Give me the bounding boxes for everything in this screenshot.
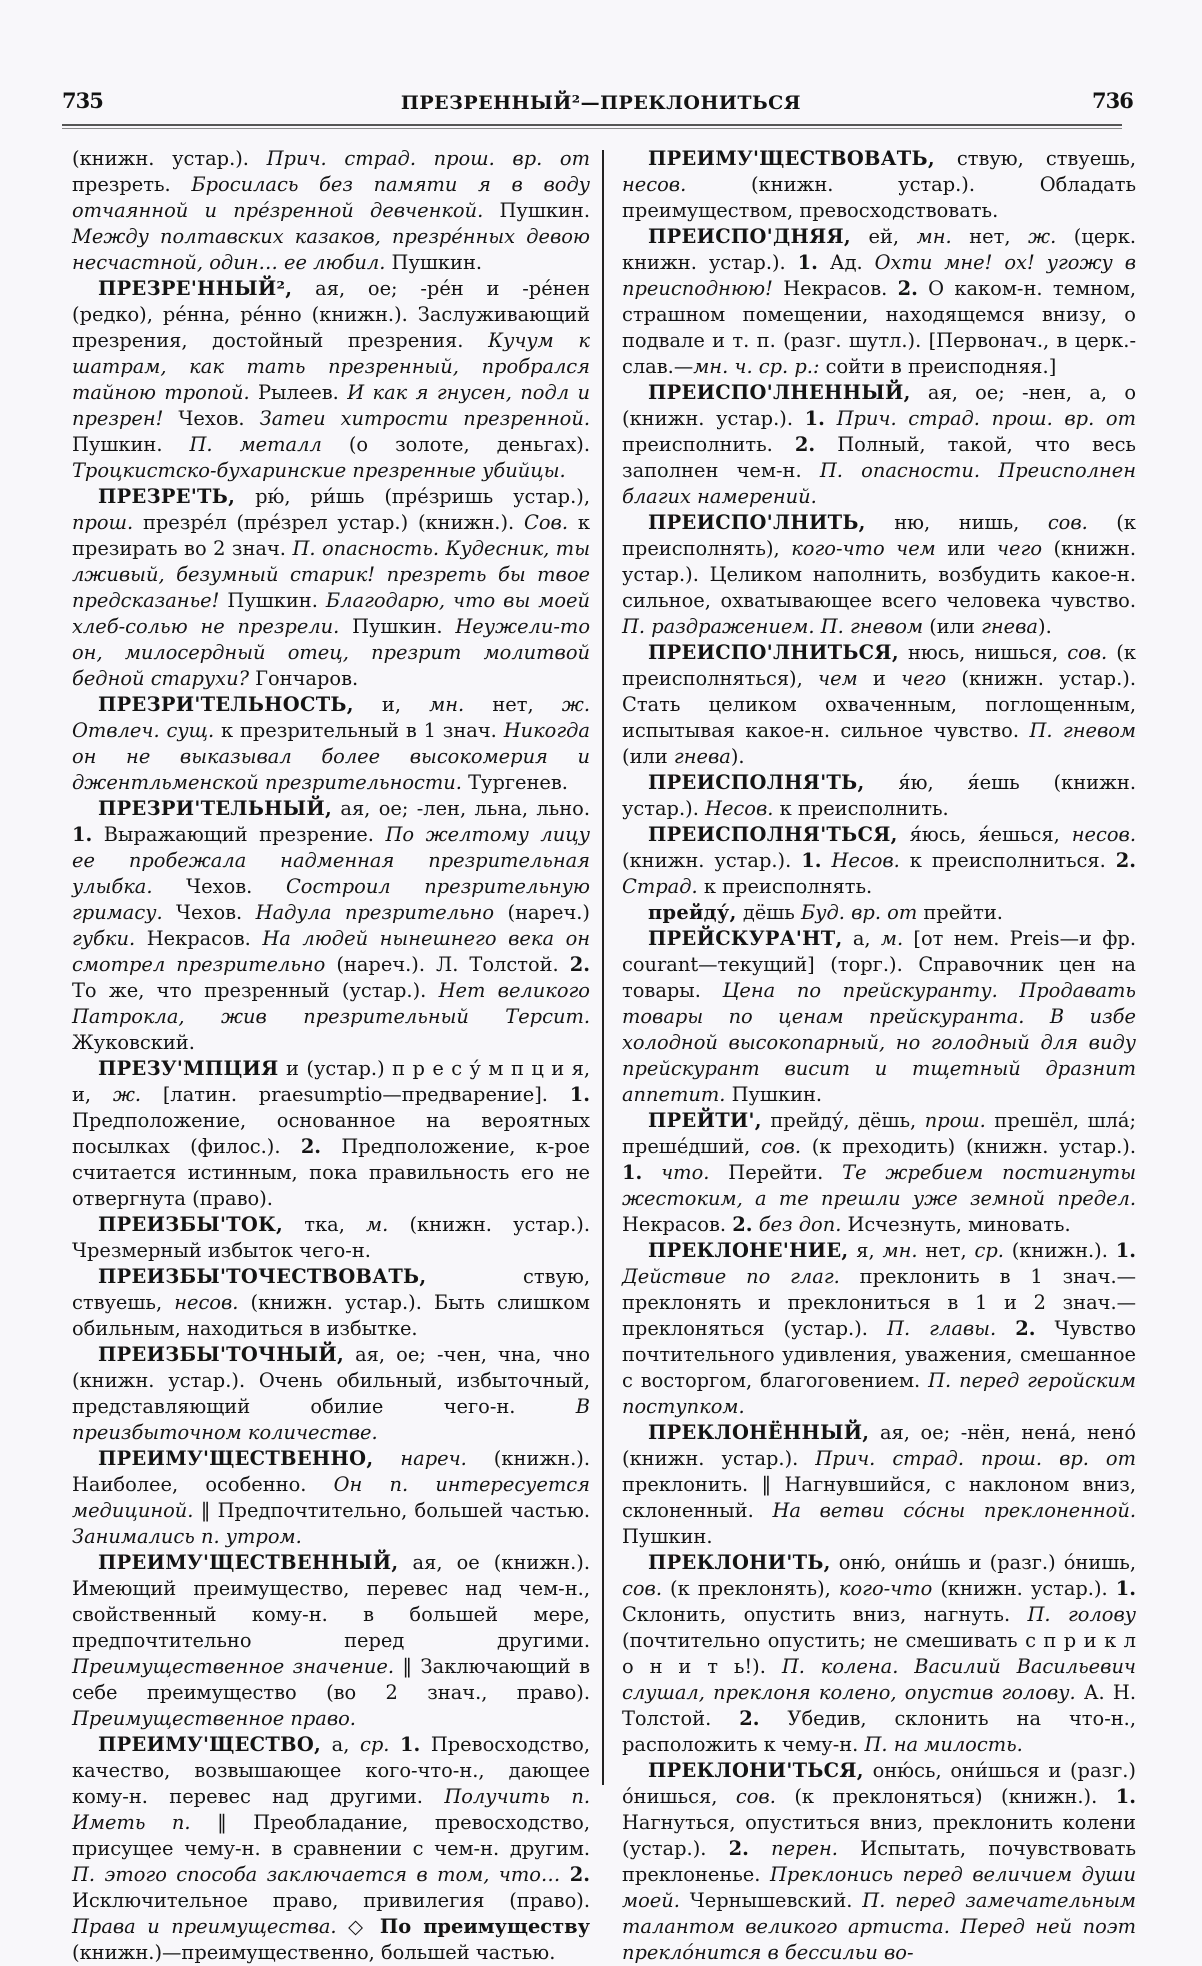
headword: ПРЕКЛОНЕ'НИЕ, bbox=[648, 1239, 849, 1262]
italic-text: В преизбыточном количестве. bbox=[72, 1395, 590, 1444]
headword: ПРЕИМУ'ЩЕСТВО, bbox=[98, 1733, 322, 1756]
dictionary-entry-preispolnennyi bbox=[622, 380, 1136, 510]
entry-text: преисполнить. bbox=[622, 433, 795, 456]
dictionary-entry-preidu bbox=[622, 900, 1136, 926]
italic-text: несов. bbox=[1071, 823, 1136, 846]
headword: ПРЕКЛОНИ'ТЬСЯ, bbox=[648, 1759, 864, 1782]
entry-text: Чехов. bbox=[152, 875, 286, 898]
italic-text: прош. bbox=[924, 1109, 986, 1132]
italic-text: перен. bbox=[771, 1837, 838, 1860]
entry-text bbox=[642, 1161, 661, 1184]
entry-text: нюсь, нишься, bbox=[898, 641, 1068, 664]
italic-text: губки. bbox=[72, 927, 136, 950]
italic-text: П. опасность. Кудесник, ты лживый, безумный старик! презреть бы твое предсказанье! bbox=[72, 537, 590, 612]
entry-text bbox=[822, 849, 832, 872]
column-divider bbox=[602, 150, 604, 1785]
dictionary-entry-preizbytok bbox=[72, 1212, 590, 1264]
entry-text: (книжн. устар.). Целиком наполнить, возбудить какое-н. сильное, охватывающее всего человека чувство. bbox=[622, 537, 1136, 612]
headword: ПРЕЙТИ', bbox=[648, 1109, 762, 1132]
bold-text: 2. bbox=[1115, 849, 1136, 872]
italic-text: Преимущественное право. bbox=[72, 1707, 356, 1730]
bold-text: По преимуществу bbox=[379, 1915, 590, 1938]
entry-text: оню́сь, они́шься и (разг.) óнишься, bbox=[622, 1759, 1136, 1808]
italic-text: ж. bbox=[561, 693, 590, 716]
italic-text: П. перед замечательным талантом великого артиста. Перед ней поэт преклóнится в бессильи во- bbox=[622, 1889, 1136, 1964]
italic-text: чего bbox=[996, 537, 1042, 560]
italic-text: Надула презрительно bbox=[255, 901, 495, 924]
entry-text: Пушкин. bbox=[725, 1083, 823, 1106]
entry-text: прейти. bbox=[917, 901, 1003, 924]
headword: ПРЕИЗБЫ'ТОЧЕСТВОВАТЬ, bbox=[98, 1265, 427, 1288]
italic-text: Права и преимущества. bbox=[72, 1915, 337, 1938]
entry-text: Некрасов. bbox=[622, 1213, 733, 1236]
italic-text: Троцкистско-бухаринские презренные убийцы. bbox=[72, 459, 566, 482]
bold-text: 1. bbox=[622, 1161, 643, 1184]
entry-text: ая, ое; -чен, чна, чно (книжн. устар.). Очень обильный, избыточный, представляющий обилие чего-н. bbox=[72, 1343, 590, 1418]
italic-text: Состроил презрительную гримасу. bbox=[72, 875, 590, 924]
page-number-left: 735 bbox=[62, 88, 103, 113]
italic-text: Неужели-то он, милосердный отец, презрит молитвой бедной старухи? bbox=[72, 615, 590, 690]
italic-text: П. этого способа заключается в том, что… bbox=[72, 1863, 561, 1886]
bold-text: 1. bbox=[801, 849, 822, 872]
dictionary-entry-preispolnyatsya bbox=[622, 822, 1136, 900]
headword: ПРЕИСПОЛНЯ'ТЬСЯ, bbox=[648, 823, 898, 846]
italic-text: Те жребием постигнуты жестоким, а те прешли уже земной предел. bbox=[622, 1161, 1136, 1210]
entry-text: Исключительное право, привилегия (право). bbox=[72, 1889, 590, 1912]
entry-text: нет, bbox=[951, 225, 1029, 248]
entry-text: к презирать во 2 знач. bbox=[72, 511, 590, 560]
headword: ПРЕИМУ'ЩЕСТВОВАТЬ, bbox=[648, 147, 935, 170]
entry-text: Пушкин. bbox=[339, 615, 456, 638]
entry-text: ая, ое; -лен, льна, льно. bbox=[332, 797, 590, 820]
italic-text: сов. bbox=[761, 1135, 801, 1158]
italic-text: чего bbox=[901, 667, 947, 690]
entry-text: (церк. книжн. устар.). bbox=[622, 225, 1136, 274]
dictionary-entry-preklonitsya bbox=[622, 1758, 1136, 1966]
entry-text: преклонить в 1 знач.—преклонять и преклониться в 1 и 2 знач.—преклоняться (устар.). bbox=[622, 1265, 1136, 1340]
dictionary-entry-preispolnyat bbox=[622, 770, 1136, 822]
headword: ПРЕИСПОЛНЯ'ТЬ, bbox=[648, 771, 865, 794]
headword: ПРЕЙСКУРА'НТ, bbox=[648, 927, 843, 950]
dictionary-entry-preklonenie bbox=[622, 1238, 1136, 1420]
italic-text: П. перед геройским поступком. bbox=[622, 1369, 1136, 1418]
entry-text: А. Н. Толстой. bbox=[622, 1681, 1137, 1730]
italic-text: кого-что bbox=[838, 1577, 933, 1600]
entry-text: Некрасов. bbox=[135, 927, 263, 950]
entry-text: Превосходство, качество, возвышающее кого-что-н., дающее кому-н. перевес над другими. bbox=[72, 1733, 590, 1808]
header-rule-thin bbox=[62, 128, 1122, 129]
entry-text: Чувство почтительного удивления, уважения, смешанное с восторгом, благоговением. bbox=[622, 1317, 1137, 1392]
entry-text: Убедив, склонить на что-н., расположить к чему-н. bbox=[622, 1707, 1136, 1756]
italic-text: Получить п. Иметь п. bbox=[72, 1785, 590, 1834]
italic-text: м. bbox=[880, 927, 904, 950]
italic-text: Прич. страд. прош. вр. от bbox=[266, 147, 590, 170]
headword: ПРЕЗРЕ'ТЬ, bbox=[98, 485, 236, 508]
italic-text: ср. bbox=[359, 1733, 390, 1756]
bold-text: 2. bbox=[569, 1863, 590, 1886]
headword: ПРЕИЗБЫ'ТОК, bbox=[98, 1213, 284, 1236]
entry-text: (книжн. устар.). bbox=[72, 147, 267, 170]
entry-text: (почтительно опустить; не смешивать с п р и к л о н и т ь!). bbox=[622, 1629, 1136, 1678]
italic-text: Затеи хитрости презренной. bbox=[259, 407, 590, 430]
entry-text bbox=[749, 1837, 771, 1860]
entry-text: Перейти. bbox=[709, 1161, 843, 1184]
entry-text: преклонить. ‖ Нагнувшийся, с наклоном вниз, склоненный. bbox=[622, 1473, 1136, 1522]
entry-text: Чехов. bbox=[162, 901, 256, 924]
entry-text: [от нем. Preis—и фр. courant—текущий] (торг.). Справочник цен на товары. bbox=[622, 927, 1136, 1002]
italic-text: сов. bbox=[735, 1785, 776, 1808]
italic-text: П. раздражением. П. гневом bbox=[622, 615, 924, 638]
entry-text: к преисполнить. bbox=[773, 797, 949, 820]
entry-text: (книжн.). bbox=[1003, 1239, 1116, 1262]
italic-text: Между полтавских казаков, презрéнных девою несчастной, один… ее любил. bbox=[72, 225, 590, 274]
entry-text: Предположение, к-рое считается истинным, пока правильность его не отвергнута (право). bbox=[72, 1135, 590, 1210]
italic-text: П. металл bbox=[189, 433, 322, 456]
entry-text: Рылеев. bbox=[249, 381, 348, 404]
entry-text: ствую, ствуешь, bbox=[934, 147, 1136, 170]
running-head: ПРЕЗРЕННЫЙ²—ПРЕКЛОНИТЬСЯ bbox=[400, 92, 802, 114]
italic-text: Страд. bbox=[622, 875, 698, 898]
italic-text: Прич. страд. прош. вр. от bbox=[815, 1447, 1136, 1470]
headword: ПРЕИМУ'ЩЕСТВЕННО, bbox=[98, 1447, 374, 1470]
entry-text: Пушкин. bbox=[219, 589, 326, 612]
italic-text: П. колена. Василий Васильевич слушал, преклоня колено, опустив голову. bbox=[622, 1655, 1136, 1704]
entry-text: ◇ bbox=[336, 1915, 380, 1938]
right-column bbox=[622, 146, 1136, 1966]
entry-text: рю́, ри́шь (прéзришь устар.), bbox=[235, 485, 590, 508]
italic-text: На ветви сóсны преклоненной. bbox=[772, 1499, 1136, 1522]
bold-text: 2. bbox=[728, 1837, 749, 1860]
entry-text: Предположение, основанное на вероятных посылках (филос.). bbox=[72, 1109, 590, 1158]
italic-text: Несов. bbox=[831, 849, 900, 872]
entry-text: Тургенев. bbox=[461, 771, 568, 794]
entry-text: прейду́, дёшь, bbox=[761, 1109, 925, 1132]
dictionary-entry-preispolnitsya bbox=[622, 640, 1136, 770]
entry-text bbox=[389, 1733, 400, 1756]
dictionary-entry-prezret bbox=[72, 484, 590, 692]
dictionary-entry-preimushchestvovat bbox=[622, 146, 1136, 224]
entry-text bbox=[825, 407, 837, 430]
headword: ПРЕИСПО'ЛНИТЬСЯ, bbox=[648, 641, 899, 664]
dictionary-entry-preklonit bbox=[622, 1550, 1136, 1758]
entry-text: я́юсь, я́ешься, bbox=[897, 823, 1072, 846]
dictionary-entry-preizbytochnyi bbox=[72, 1342, 590, 1446]
entry-text: ). bbox=[1038, 615, 1052, 638]
entry-text: О каком-н. темном, страшном помещении, находящемся внизу, о подвале и т. п. (разг. шутл.). [Первонач., в церк.-слав.— bbox=[622, 277, 1137, 378]
entry-text: сойти в преисподняя.] bbox=[819, 355, 1057, 378]
italic-text: П. гневом bbox=[1029, 719, 1136, 742]
dictionary-entry-preiti bbox=[622, 1108, 1136, 1238]
entry-text: (книжн. устар.). bbox=[622, 849, 802, 872]
headword: ПРЕИМУ'ЩЕСТВЕННЫЙ, bbox=[98, 1551, 399, 1574]
headword: ПРЕИСПО'ДНЯЯ, bbox=[648, 225, 851, 248]
entry-text: (нареч.). Л. Толстой. bbox=[325, 953, 570, 976]
entry-text bbox=[996, 1317, 1015, 1340]
italic-text: Кучум к шатрам, как тать презренный, пробрался тайною тропой. bbox=[72, 329, 590, 404]
italic-text: П. опасности. Преисполнен благих намерений. bbox=[622, 459, 1136, 508]
entry-text: и bbox=[857, 667, 902, 690]
entry-text: ая, ое; -рéн и -рéнен (редко), рéнна, рéнно (книжн.). Заслуживающий презрения, достойный презрения. bbox=[72, 277, 590, 352]
entry-text: презрéл (прéзрел устар.) (книжн.). bbox=[133, 511, 525, 534]
entry-text: Пушкин. bbox=[483, 199, 590, 222]
page-header bbox=[0, 0, 1202, 130]
entry-text: Исчезнуть, миновать. bbox=[841, 1213, 1071, 1236]
italic-text: кого-что чем bbox=[791, 537, 936, 560]
entry-text: нет, bbox=[464, 693, 562, 716]
italic-text: мн. bbox=[429, 693, 465, 716]
entry-text: (к преисполняться), bbox=[622, 641, 1136, 690]
dictionary-entry-prezritelnyi bbox=[72, 796, 590, 1056]
italic-text: сов. bbox=[622, 1577, 662, 1600]
bold-text: 1. bbox=[1115, 1577, 1136, 1600]
entry-text bbox=[373, 1447, 400, 1470]
entry-text: а, bbox=[842, 927, 881, 950]
italic-text: нареч. bbox=[400, 1447, 467, 1470]
entry-text: дёшь bbox=[736, 901, 801, 924]
entry-text: То же, что презренный (устар.). bbox=[72, 979, 439, 1002]
bold-text: 1. bbox=[797, 251, 818, 274]
entry-text: оню́, они́шь и (разг.) óнишь, bbox=[830, 1551, 1136, 1574]
left-column bbox=[72, 146, 590, 1966]
entry-text: (книжн.)—преимущественно, большей частью. bbox=[72, 1941, 556, 1964]
entry-text: а, bbox=[321, 1733, 360, 1756]
entry-text: ей, bbox=[850, 225, 917, 248]
italic-text: ср. bbox=[974, 1239, 1004, 1262]
italic-text: Несов. bbox=[705, 797, 774, 820]
entry-text: ая, ое; -нен, а, о (книжн. устар.). bbox=[622, 381, 1136, 430]
entry-text: Ад. bbox=[817, 251, 875, 274]
entry-text: ‖ Предпочтительно, большей частью. bbox=[193, 1499, 590, 1522]
italic-text: Цена по прейскуранту. Продавать товары по ценам прейскуранта. В избе холодной высокопарный, но голодный для виду прейскурант висит и тщетный дразнит аппетит. bbox=[622, 979, 1136, 1106]
dictionary-entry-prezumptsiya bbox=[72, 1056, 590, 1212]
italic-text: Занимались п. утром. bbox=[72, 1525, 302, 1548]
italic-text: Никогда он не выказывал более высокомерия и джентльменской презрительности. bbox=[72, 719, 590, 794]
headword: ПРЕЗРИ'ТЕЛЬНЫЙ, bbox=[98, 797, 333, 820]
dictionary-entry-preizbytochestvovat bbox=[72, 1264, 590, 1342]
entry-text: к презрительный в 1 знач. bbox=[214, 719, 504, 742]
entry-text: (нареч.) bbox=[494, 901, 590, 924]
italic-text: м. bbox=[366, 1213, 389, 1236]
entry-text: прешёл, шла́; прешéдший, bbox=[622, 1109, 1137, 1158]
bold-text: 1. bbox=[804, 407, 825, 430]
italic-text: Преимущественное значение. bbox=[72, 1655, 394, 1678]
italic-text: По желтому лицу ее пробежала надменная презрительная улыбка. bbox=[72, 823, 590, 898]
italic-text: На людей нынешнего века он смотрел презрительно bbox=[72, 927, 591, 976]
bold-text: 2. bbox=[1015, 1317, 1036, 1340]
italic-text: Он п. интересуется медициной. bbox=[72, 1473, 590, 1522]
entry-text: Чернышевский. bbox=[679, 1889, 863, 1912]
entry-text: ствую, ствуешь, bbox=[72, 1265, 590, 1314]
bold-text: 1. bbox=[1115, 1239, 1136, 1262]
entry-text: к преисполнять. bbox=[697, 875, 873, 898]
italic-text: гнева bbox=[673, 745, 731, 768]
headword: ПРЕКЛОНЁННЫЙ, bbox=[648, 1421, 870, 1444]
entry-text: Пушкин. bbox=[385, 251, 483, 274]
italic-text: ж. bbox=[112, 1083, 142, 1106]
entry-text: (или bbox=[923, 615, 982, 638]
entry-text: ‖ Преобладание, превосходство, присущее чему-н. в сравнении с чем-н. другим. bbox=[72, 1811, 590, 1860]
entry-text: ). bbox=[730, 745, 745, 768]
bold-text: 2. bbox=[739, 1707, 760, 1730]
italic-text: Сов. bbox=[524, 511, 568, 534]
entry-text: (книжн. устар.). Обладать преимуществом, превосходствовать. bbox=[622, 173, 1136, 222]
italic-text: сов. bbox=[1067, 641, 1108, 664]
entry-text bbox=[560, 1863, 569, 1886]
entry-text: нет, bbox=[917, 1239, 975, 1262]
dictionary-entry-preklonennyi bbox=[622, 1420, 1136, 1550]
italic-text: П. главы. bbox=[887, 1317, 997, 1340]
dictionary-entry-preispolnit bbox=[622, 510, 1136, 640]
bold-text: 1. bbox=[72, 823, 93, 846]
entry-text: ая, ое; -нён, нена́, нено́ (книжн. устар.). bbox=[622, 1421, 1136, 1470]
entry-text: Некрасов. bbox=[772, 277, 898, 300]
italic-text: Нет великого Патрокла, жив презрительный Терсит. bbox=[72, 979, 590, 1028]
italic-text: Отвлеч. сущ. bbox=[72, 719, 215, 742]
italic-text: П. на милость. bbox=[864, 1733, 1023, 1756]
entry-text: (к преходить) (книжн. устар.). bbox=[801, 1135, 1136, 1158]
dictionary-entry-preiskurant bbox=[622, 926, 1136, 1108]
bold-text: 1. bbox=[400, 1733, 421, 1756]
italic-text: несов. bbox=[174, 1291, 239, 1314]
italic-text: Прич. страд. прош. вр. от bbox=[836, 407, 1136, 430]
italic-text: без доп. bbox=[758, 1213, 842, 1236]
entry-text: я, bbox=[848, 1239, 883, 1262]
entry-text: Нагнуться, опуститься вниз, преклонить колени (устар.). bbox=[622, 1811, 1136, 1860]
bold-text: 2. bbox=[569, 953, 590, 976]
entry-text: (к преклоняться) (книжн.). bbox=[775, 1785, 1116, 1808]
italic-text: гнева bbox=[981, 615, 1038, 638]
entry-text: Гончаров. bbox=[249, 667, 359, 690]
headword: ПРЕИЗБЫ'ТОЧНЫЙ, bbox=[98, 1343, 345, 1366]
entry-text: (или bbox=[622, 745, 674, 768]
italic-text: И как я гнусен, подл и презрен! bbox=[72, 381, 590, 430]
entry-text: (к преисполнять), bbox=[622, 511, 1136, 560]
dictionary-entry-prezrennyi1-cont bbox=[72, 146, 590, 276]
italic-text: несов. bbox=[622, 173, 687, 196]
entry-text: я́ю, я́ешь (книжн. устар.). bbox=[622, 771, 1136, 820]
entry-text: (о золоте, деньгах). bbox=[321, 433, 590, 456]
headword: ПРЕЗРИ'ТЕЛЬНОСТЬ, bbox=[98, 693, 354, 716]
entry-text: (к преклонять), bbox=[661, 1577, 839, 1600]
entry-text: (книжн. устар.). Стать целиком охваченным, поглощенным, испытывая какое-н. сильное чувство. bbox=[622, 667, 1136, 742]
italic-text: Действие по глаг. bbox=[622, 1265, 840, 1288]
entry-text: (книжн. устар.). Чрезмерный избыток чего-н. bbox=[72, 1213, 590, 1262]
italic-text: прош. bbox=[72, 511, 134, 534]
italic-text: мн. bbox=[882, 1239, 918, 1262]
italic-text: Преклонись перед величием души моей. bbox=[622, 1863, 1137, 1912]
headword: ПРЕЗРЕ'ННЫЙ², bbox=[98, 277, 293, 300]
bold-text: 2. bbox=[300, 1135, 322, 1158]
dictionary-entry-preimushchestvenno bbox=[72, 1446, 590, 1550]
italic-text: мн. bbox=[916, 225, 952, 248]
entry-text: Полный, такой, что весь заполнен чем-н. bbox=[622, 433, 1136, 482]
dictionary-entry-prezritelnost bbox=[72, 692, 590, 796]
entry-text: Испытать, почувствовать преклоненье. bbox=[622, 1837, 1136, 1886]
entry-text: презреть. bbox=[72, 173, 192, 196]
entry-text: ню, нишь, bbox=[865, 511, 1048, 534]
entry-text: ‖ Заключающий в себе преимущество (во 2 знач., право). bbox=[72, 1655, 590, 1704]
italic-text: чем bbox=[818, 667, 858, 690]
entry-text: и, bbox=[353, 693, 430, 716]
entry-text: к преисполниться. bbox=[899, 849, 1116, 872]
bold-text: 1. bbox=[569, 1083, 590, 1106]
italic-text: Бросилась без памяти я в воду отчаянной и прéзренной девченкой. bbox=[72, 173, 590, 222]
dictionary-entry-preispodnyaya bbox=[622, 224, 1136, 380]
bold-text: 2. bbox=[794, 433, 816, 456]
entry-text: Жуковский. bbox=[72, 1031, 195, 1054]
bold-text: 2. bbox=[732, 1213, 753, 1236]
dictionary-entry-preimushchestvo bbox=[72, 1732, 590, 1966]
entry-text: и (устар.) п р е с у́ м п ц и я, и, bbox=[72, 1057, 590, 1106]
italic-text: ж. bbox=[1028, 225, 1057, 248]
bold-text: 2. bbox=[897, 277, 918, 300]
italic-text: П. голову bbox=[1027, 1603, 1136, 1626]
italic-text: Охти мне! ох! угожу в преисподнюю! bbox=[622, 251, 1136, 300]
entry-text: ая, ое (книжн.). Имеющий преимущество, перевес над чем-н., свойственный кому-н. в большей мере, предпочтительно перед другими. bbox=[72, 1551, 590, 1652]
entry-text: Пушкин. bbox=[72, 433, 190, 456]
headword: ПРЕКЛОНИ'ТЬ, bbox=[648, 1551, 831, 1574]
entry-text: или bbox=[935, 537, 997, 560]
entry-text: Склонить, опустить вниз, нагнуть. bbox=[622, 1603, 1028, 1626]
dictionary-entry-prezrennyi2 bbox=[72, 276, 590, 484]
entry-text: Чехов. bbox=[163, 407, 260, 430]
dictionary-entry-preimushchestvennyi bbox=[72, 1550, 590, 1732]
italic-text: Благодарю, что вы моей хлеб-солью не презрели. bbox=[72, 589, 590, 638]
entry-text: (книжн. устар.). Быть слишком обильным, находиться в избытке. bbox=[72, 1291, 590, 1340]
entry-text: Пушкин. bbox=[622, 1525, 713, 1548]
bold-text: 1. bbox=[1115, 1785, 1136, 1808]
headword: ПРЕЗУ'МПЦИЯ bbox=[98, 1057, 279, 1080]
entry-text: Выражающий презрение. bbox=[92, 823, 386, 846]
italic-text: Буд. вр. от bbox=[801, 901, 918, 924]
italic-text: сов. bbox=[1047, 511, 1088, 534]
headword: ПРЕИСПО'ЛНИТЬ, bbox=[648, 511, 866, 534]
entry-text: тка, bbox=[283, 1213, 367, 1236]
headword: прейду́, bbox=[648, 901, 737, 924]
entry-text: (книжн.). Наиболее, особенно. bbox=[72, 1447, 590, 1496]
headword: ПРЕИСПО'ЛНЕННЫЙ, bbox=[648, 381, 911, 404]
italic-text: что. bbox=[661, 1161, 710, 1184]
entry-text: [латин. praesumptio—предварение]. bbox=[141, 1083, 570, 1106]
header-rule bbox=[62, 124, 1122, 126]
entry-text: (книжн. устар.). bbox=[932, 1577, 1116, 1600]
italic-text: мн. ч. ср. р.: bbox=[693, 355, 820, 378]
page-number-right: 736 bbox=[1092, 88, 1133, 113]
